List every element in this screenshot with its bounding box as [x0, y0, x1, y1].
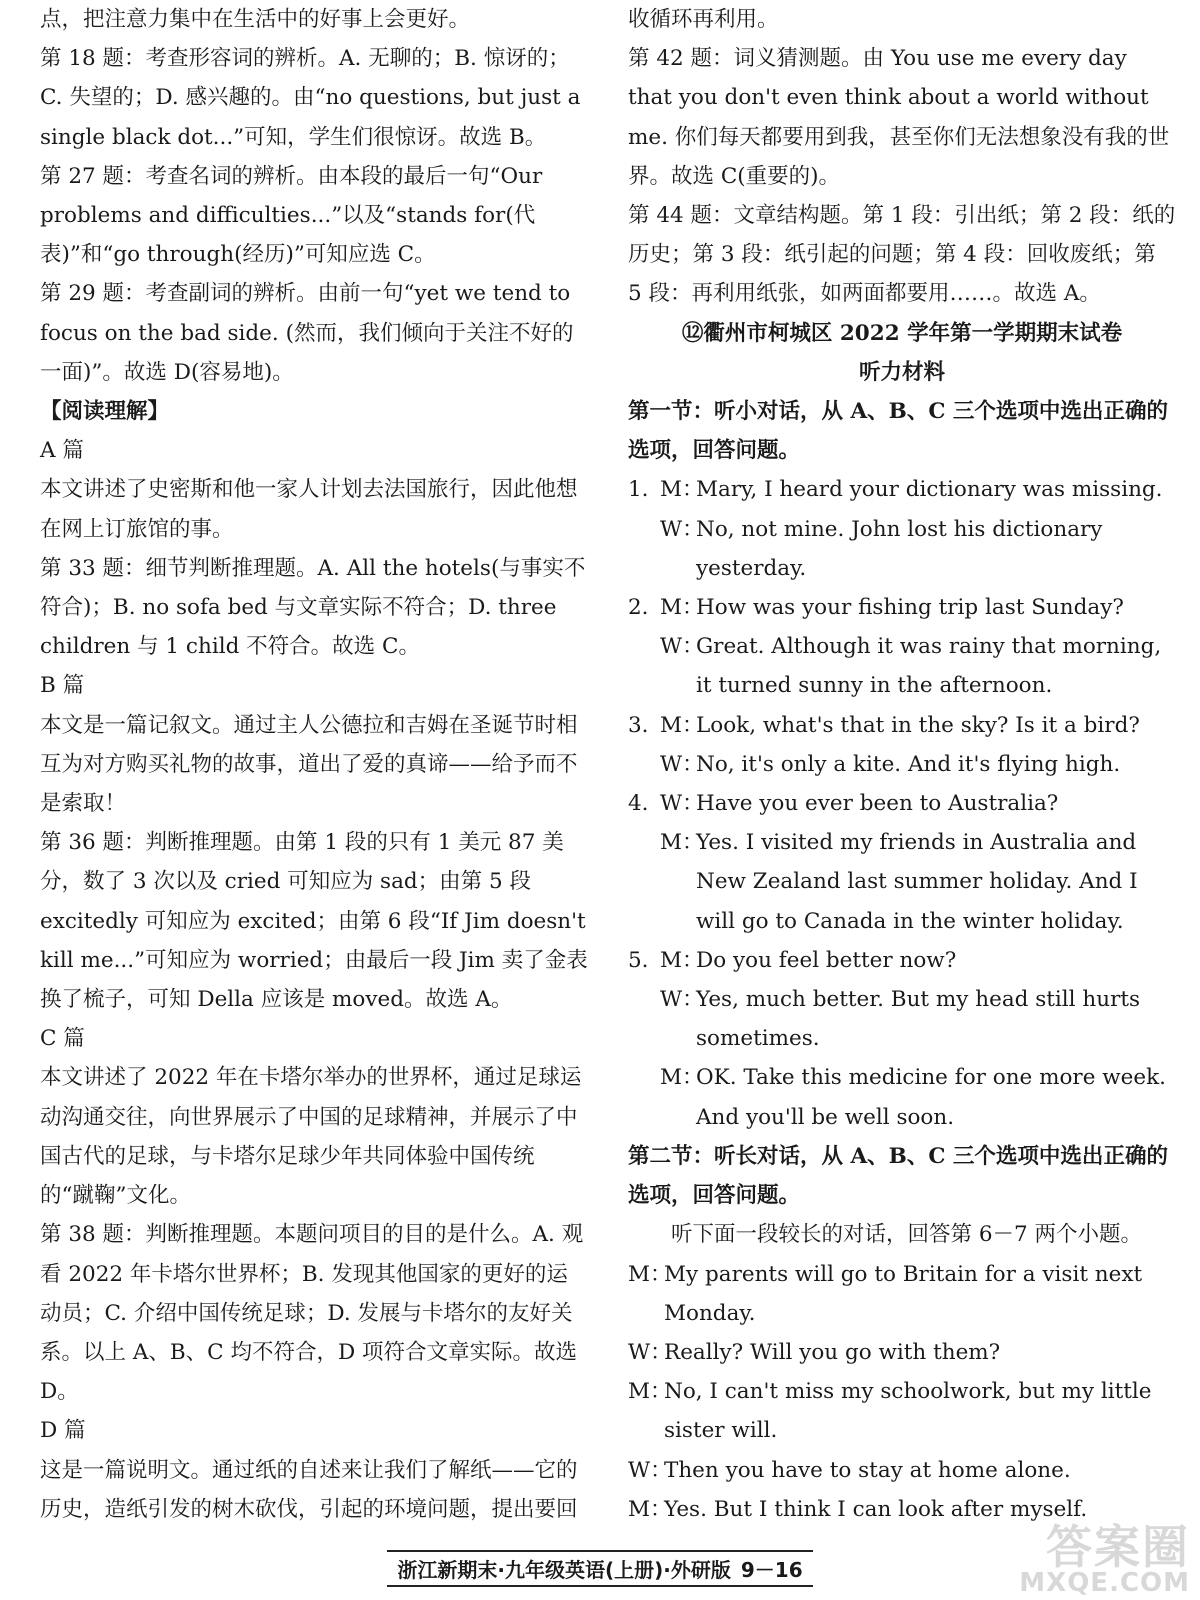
section-heading: 【阅读理解】 [40, 399, 170, 425]
dialog-line [628, 784, 1176, 823]
paragraph: 第 33 题：细节判断推理题。A. All the hotels(与事实不符合)；B. no sofa bed 与文章实际不符合；D. three children 与 1 child 不符合。故选 C。 [40, 555, 586, 660]
dialog-line [628, 980, 1176, 1058]
right-column [628, 0, 1176, 1529]
question-number: 5. [628, 947, 649, 973]
footer-bar [387, 1550, 812, 1587]
question-number: 2. [628, 595, 649, 621]
exam-title: ⑫衢州市柯城区 2022 学年第一学期期末试卷 [681, 320, 1123, 346]
question-number [628, 823, 660, 941]
dialog-text: My parents will go to Britain for a visit next Monday. [664, 1261, 1143, 1326]
dialog-line [628, 627, 1176, 705]
dialog-line [628, 823, 1176, 941]
dialog-text: Great. Although it was rainy that morning, it turned sunny in the afternoon. [696, 634, 1162, 699]
left-column [40, 0, 593, 1529]
question-number: 1. [628, 477, 649, 503]
watermark [1019, 1520, 1190, 1598]
question-number [628, 980, 660, 1058]
speaker-label: W： [660, 987, 704, 1013]
dialog-text: Yes, much better. But my head still hurts sometimes. [696, 987, 1141, 1052]
paragraph: 第 18 题：考查形容词的辨析。A. 无聊的；B. 惊讶的；C. 失望的；D. 感兴趣的。由“no questions, but just a single black dot...”可知，学生们很惊讶。故选 B。 [40, 46, 588, 150]
dialog-line [628, 1372, 1176, 1450]
speaker-label: M： [660, 595, 704, 621]
question-number [628, 745, 660, 784]
paragraph: 本文讲述了 2022 年在卡塔尔举办的世界杯，通过足球运动沟通交往，向世界展示了中国的足球精神，并展示了中国古代的足球，与卡塔尔足球少年共同体验中国传统的“蹴鞠”文化。 [40, 1065, 582, 1209]
speaker-label: M： [628, 1261, 672, 1287]
dialog-line [628, 706, 1176, 745]
watermark-url: MXQE.COM [1019, 1568, 1190, 1598]
paragraph: B 篇 [40, 673, 85, 699]
question-number [628, 627, 660, 705]
question-number [628, 510, 660, 588]
paragraph: 第 42 题：词义猜测题。由 You use me every day that you don't even think about a world without me. 你们每天都要用到我，甚至你们无法想象没有我的世界。故选 C(重要的)。 [628, 46, 1170, 189]
dialog-line [628, 510, 1176, 588]
section1-title: 第一节：听小对话，从 A、B、C 三个选项中选出正确的选项，回答问题。 [628, 399, 1168, 464]
speaker-label: W： [660, 751, 704, 777]
dialog-text: Yes. But I think I can look after myself. [664, 1496, 1088, 1522]
dialog-line [628, 1255, 1176, 1333]
dialog-text: No, it's only a kite. And it's flying high. [696, 751, 1121, 777]
paragraph: 第 38 题：判断推理题。本题问项目的目的是什么。A. 观看 2022 年卡塔尔世界杯；B. 发现其他国家的更好的运动员；C. 介绍中国传统足球；D. 发展与卡塔尔的友好关系。以上 A、B、C 均不符合，D 项符合文章实际。故选 D。 [40, 1222, 584, 1405]
speaker-label: M： [628, 1379, 672, 1405]
dialog-line [628, 588, 1176, 627]
speaker-label: W： [628, 1339, 672, 1365]
section2-dialogs [628, 1255, 1176, 1529]
question-number [628, 1058, 660, 1136]
paragraph: 第 36 题：判断推理题。由第 1 段的只有 1 美元 87 美分，数了 3 次以及 cried 可知应为 sad；由第 5 段 excitedly 可知应为 excited；由第 6 段“If Jim doesn't kill me...”可知应为 worried；由最后一段 Jim 卖了金表换了梳子，可知 Della 应该是 moved。故选 A。 [40, 830, 593, 1013]
paragraph: 第 29 题：考查副词的辨析。由前一句“yet we tend to focus on the bad side. (然而，我们倾向于关注不好的一面)”。故选 D(容易地)。 [40, 281, 578, 385]
question-number: 4. [628, 791, 649, 817]
paragraph: 这是一篇说明文。通过纸的自述来让我们了解纸——它的历史，造纸引发的树木砍伐，引起的环境问题，提出要回 [40, 1457, 578, 1522]
speaker-label: M： [660, 947, 704, 973]
dialog-text: Look, what's that in the sky? Is it a bird? [696, 712, 1140, 738]
watermark-logo: 答案圈 [1046, 1520, 1190, 1574]
speaker-label: M： [660, 477, 704, 503]
dialog-line [628, 470, 1176, 509]
section1-dialogs [628, 470, 1176, 1136]
speaker-label: M： [660, 1065, 704, 1091]
footer-title: 浙江新期末·九年级英语(上册)·外研版 [397, 1558, 731, 1582]
dialog-text: How was your fishing trip last Sunday? [696, 595, 1124, 621]
speaker-label: W： [660, 516, 704, 542]
dialog-text: Yes. I visited my friends in Australia and New Zealand last summer holiday. And I will go to Canada in the winter holiday. [696, 830, 1138, 934]
dialog-text: Mary, I heard your dictionary was missing. [696, 477, 1163, 503]
question-number: 3. [628, 712, 649, 738]
dialog-line [628, 1451, 1176, 1490]
paragraph: 收循环再利用。 [628, 7, 779, 32]
paragraph: 本文是一篇记叙文。通过主人公德拉和吉姆在圣诞节时相互为对方购买礼物的故事，道出了爱的真谛——给予而不是索取！ [40, 712, 578, 817]
listening-title: 听力材料 [858, 359, 945, 385]
page-number: 9－16 [740, 1558, 803, 1582]
dialog-line [628, 941, 1176, 980]
paragraph: 第 27 题：考查名词的辨析。由本段的最后一句“Our problems and difficulties...”以及“stands for(代表)”和“go through(经历)”可知应选 C。 [40, 163, 550, 268]
dialog-text: Do you feel better now? [696, 947, 957, 973]
dialog-line [628, 1058, 1176, 1136]
speaker-label: W： [660, 791, 704, 817]
paragraph: A 篇 [40, 438, 84, 464]
section2-intro: 听下面一段较长的对话，回答第 6－7 两个小题。 [671, 1222, 1143, 1248]
speaker-label: M： [660, 712, 704, 738]
dialog-line [628, 745, 1176, 784]
paragraph: 点，把注意力集中在生活中的好事上会更好。 [40, 7, 471, 32]
dialog-text: No, not mine. John lost his dictionary yesterday. [696, 516, 1103, 581]
dialog-text: OK. Take this medicine for one more week. And you'll be well soon. [696, 1065, 1166, 1130]
answer-explanations-continued [628, 0, 1176, 314]
dialog-text: Really? Will you go with them? [664, 1339, 1001, 1365]
dialog-text: Then you have to stay at home alone. [664, 1457, 1071, 1483]
paragraph: D 篇 [40, 1418, 86, 1444]
paragraph: 本文讲述了史密斯和他一家人计划去法国旅行，因此他想在网上订旅馆的事。 [40, 477, 578, 542]
paragraph: C 篇 [40, 1026, 85, 1052]
speaker-label: W： [628, 1457, 672, 1483]
speaker-label: M： [628, 1496, 672, 1522]
dialog-text: No, I can't miss my schoolwork, but my little sister will. [664, 1379, 1152, 1444]
dialog-line [628, 1333, 1176, 1372]
paragraph: 第 44 题：文章结构题。第 1 段：引出纸；第 2 段：纸的历史；第 3 段：纸引起的问题；第 4 段：回收废纸；第 5 段：再利用纸张，如两面都要用……。故选 A。 [628, 203, 1176, 307]
dialog-text: Have you ever been to Australia? [696, 791, 1059, 817]
speaker-label: W： [660, 634, 704, 660]
speaker-label: M： [660, 830, 704, 856]
section2-title: 第二节：听长对话，从 A、B、C 三个选项中选出正确的选项，回答问题。 [628, 1143, 1168, 1209]
